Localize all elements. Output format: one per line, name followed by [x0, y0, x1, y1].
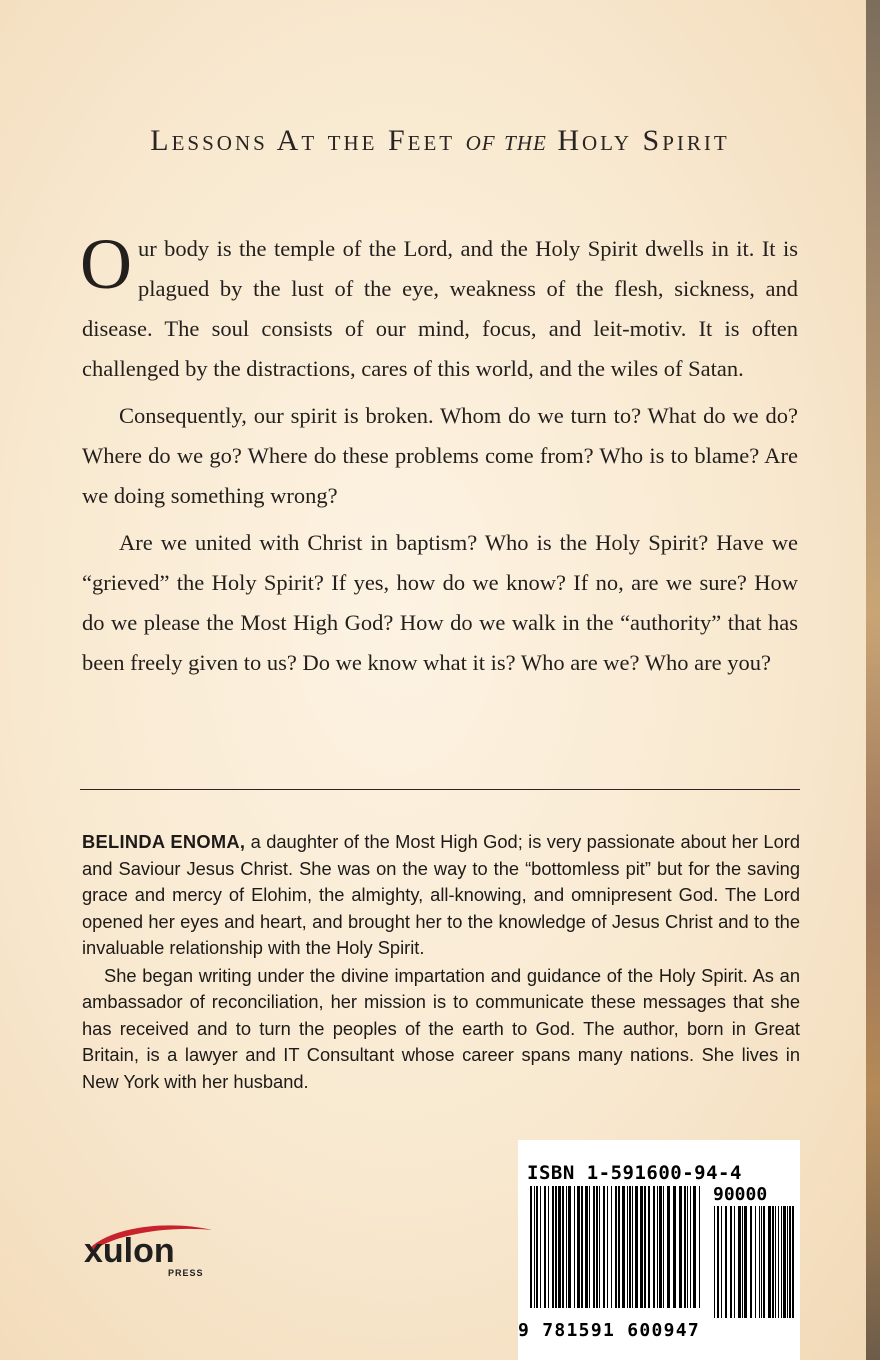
author-name: BELINDA ENOMA,: [82, 831, 246, 852]
divider: [80, 789, 800, 790]
barcode-bars: [518, 1140, 800, 1320]
publisher-logo: [80, 1216, 220, 1282]
title-part-3: Holy Spirit: [546, 124, 730, 157]
bio-paragraph-2: She began writing under the divine impartation and guidance of the Holy Spirit. As an ambassador of reconciliation, her mission is to communicate these messages that she has received and to turn the peoples of the earth to God. The author, born in Great Britain, is a lawyer and IT Consultant whose career spans many nations. She lives in New York with her husband.: [82, 964, 800, 1092]
blurb-paragraph-2: Consequently, our spirit is broken. Whom do we turn to? What do we do? Where do we go? Where do these problems come from? Who is to blame? Are we doing something wrong?: [82, 403, 798, 508]
blurb-paragraph-3: Are we united with Christ in baptism? Who is the Holy Spirit? Have we “grieved” the Holy Spirit? If yes, how do we know? If no, are we sure? How do we please the Most High God? How do we walk in the “authority” that has been freely given to us? Do we know what it is? Who are we? Who are you?: [82, 530, 798, 675]
bio-paragraph-1-text: a daughter of the Most High God; is very passionate about her Lord and Saviour Jesus Christ. She was on the way to the “bottomless pit” but for the saving grace and mercy of Elohim, the almighty, all-knowing, and omnipresent God. The Lord opened her eyes and heart, and brought her to the knowledge of Jesus Christ and to the invaluable relationship with the Holy Spirit.: [82, 831, 800, 958]
title-part-2: of the: [465, 124, 547, 157]
spine-edge: [866, 0, 880, 1360]
logo-subtext: PRESS: [168, 1268, 204, 1278]
logo-text: xulon: [84, 1232, 175, 1270]
book-title: [0, 124, 880, 158]
isbn-label: ISBN 1-591600-94-4: [527, 1162, 742, 1184]
addon-digits: 90000: [713, 1184, 768, 1205]
drop-cap: O: [80, 224, 132, 304]
blurb-paragraph-1-text: ur body is the temple of the Lord, and the Holy Spirit dwells in it. It is plagued by the lust of the eye, weakness of the flesh, sickness, and disease. The soul consists of our mind, focus, and leit-motiv. It is often challenged by the distractions, cares of this world, and the wiles of Satan.: [82, 236, 798, 381]
bio-paragraph-1: [82, 829, 800, 962]
author-bio: [82, 829, 800, 1095]
ean-digits: 9 781591 600947: [518, 1320, 701, 1341]
xulon-logo-icon: [80, 1216, 220, 1282]
barcode-box: [518, 1140, 800, 1360]
blurb: [80, 224, 798, 690]
title-part-1: Lessons At the Feet: [150, 124, 466, 157]
blurb-paragraph-1: [80, 224, 798, 389]
